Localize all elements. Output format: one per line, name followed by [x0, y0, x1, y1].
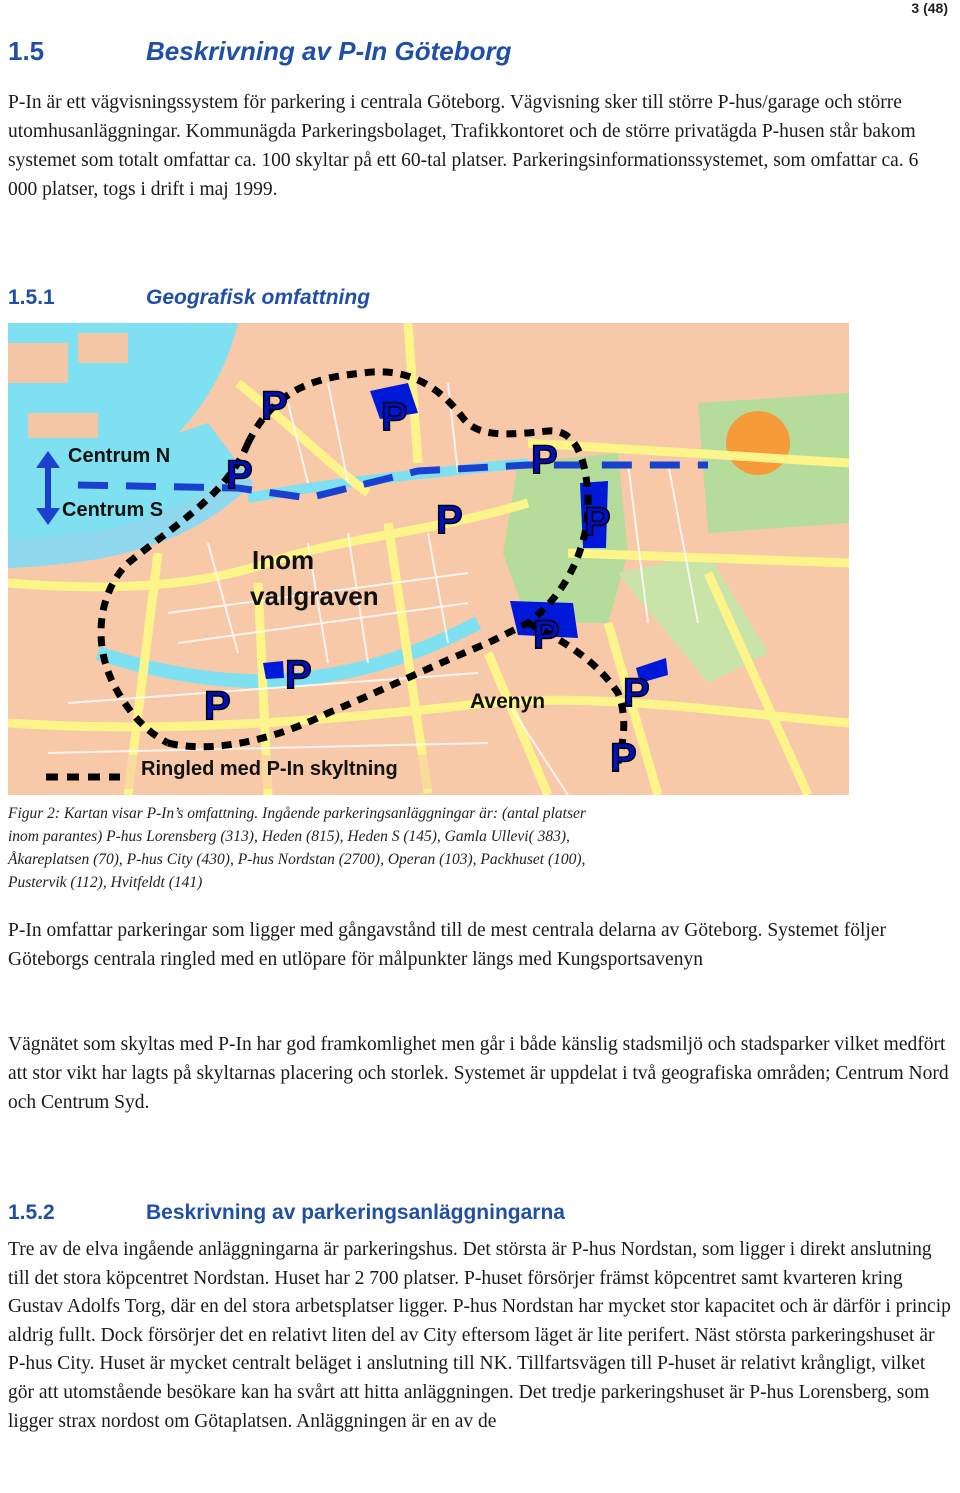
parking-sign: P [381, 395, 408, 439]
parking-sign: P [261, 384, 288, 428]
map-stadium [726, 411, 790, 475]
map-svg [8, 323, 849, 795]
parking-sign: P [204, 684, 231, 728]
intro-paragraph: P-In är ett vägvisningssystem för parkering i centrala Göteborg. Vägvisning sker till större P-hus/garage och större utomhusanläggningar. Kommunägda Parkeringsbolaget, Trafikkontoret och de större privatägda P-husen står bakom systemet som totalt omfattar ca. 100 skyltar på ett 60-tal platser. Parkeringsinformationssystemet, som omfattar ca. 6 000 platser, togs i drift i maj 1999. [8, 92, 919, 200]
map-pier-2 [78, 333, 128, 363]
label-centrum-s: Centrum S [62, 499, 164, 521]
map-pier-3 [28, 413, 98, 438]
parking-sign: P [533, 613, 560, 657]
body-paragraph-1: P-In omfattar parkeringar som ligger med gångavstånd till de mest centrala delarna av Göteborg. Systemet följer Göteborgs centrala ringled med en utlöpare för målpunkter längs med Kungsportsavenyn [8, 920, 886, 970]
section-heading [8, 36, 512, 67]
subsection-title: Beskrivning av parkeringsanläggningarna [146, 1201, 565, 1224]
label-avenyn: Avenyn [470, 690, 546, 713]
section-number: 1.5 [8, 36, 45, 66]
parking-sign: P [531, 438, 558, 482]
section-title: Beskrivning av P-In Göteborg [146, 36, 512, 66]
parking-sign: P [623, 671, 650, 715]
subsection-number: 1.5.1 [8, 286, 55, 309]
parking-area-pustervik [263, 661, 284, 679]
city-map-figure [8, 323, 849, 795]
subsection-heading-beskrivning [8, 1201, 565, 1225]
body-paragraph-3: Tre av de elva ingående anläggningarna är parkeringshus. Det största är P-hus Nordstan, som ligger i direkt anslutning till det stora köpcentret Nordstan. Huset har 2 700 platser. P-huset försörjer främst köpcentret samt kvarteren kring Gustav Adolfs Torg, där en del stora arbetsplatser ligger. P-hus Nordstan har mycket stor kapacitet och är därför i princip aldrig fullt. Dock försörjer det en relativt liten del av City eftersom läget är lite perifert. Näst största parkeringshuset är P-hus City. Huset är mycket centralt beläget i anslutning till NK. Tillfartsvägen till P-huset är relativt krångligt, vilket gör att utomstående besökare kan ha svårt att hitta anläggningen. Det tredje parkeringshuset är P-hus Lorensberg, som ligger strax nordost om Götaplatsen. Anläggningen är en av de [8, 1239, 951, 1432]
body-paragraph-2: Vägnätet som skyltas med P-In har god framkomlighet men går i både känslig stadsmiljö och stadsparker vilket medfört att stor vikt har lagts på skyltarnas placering och storlek. Systemet är uppdelat i två geografiska områden; Centrum Nord och Centrum Syd. [8, 1034, 949, 1113]
parking-sign: P [436, 498, 463, 542]
map-legend [44, 755, 444, 789]
label-centrum-n: Centrum N [68, 445, 171, 467]
page-number: 3 (48) [911, 0, 948, 16]
parking-sign: P [285, 653, 312, 697]
parking-sign: P [226, 453, 253, 497]
figure-caption: Figur 2: Kartan visar P-In’s omfattning. Ingående parkeringsanläggningar är: (antal platser inom parantes) P-hus Lorensberg (313), Heden (815), Heden S (145), Gamla Ullevi( 383), Åkareplatsen (70), P-hus City (430), P-hus Nordstan (2700), Operan (103), Packhuset (100), Pustervik (112), Hvitfeldt (141) [8, 805, 586, 891]
label-vallgraven: vallgraven [250, 581, 379, 611]
map-pier-1 [8, 343, 68, 383]
parking-sign: P [610, 736, 637, 780]
subsection-number: 1.5.2 [8, 1201, 55, 1224]
subsection-heading-geografisk [8, 286, 370, 310]
legend-text: Ringled med P-In skyltning [141, 758, 398, 780]
parking-sign: P [584, 500, 611, 544]
label-inom: Inom [252, 545, 315, 575]
subsection-title: Geografisk omfattning [146, 286, 371, 309]
